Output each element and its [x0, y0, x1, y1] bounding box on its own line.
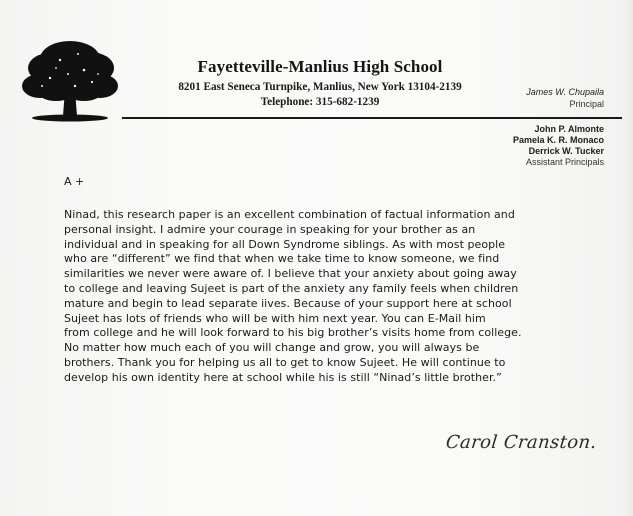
assistant-principals-block — [513, 124, 604, 168]
body-line: individual and in speaking for all Down Syndrome siblings. As with most people — [64, 237, 506, 251]
body-line: Ninad, this research paper is an excellent combination of factual information and — [64, 208, 515, 221]
assistant-principals-title: Assistant Principals — [525, 157, 604, 167]
body-line: develop his own identity here at school while his is still “Ninad’s little brother.” — [64, 370, 502, 384]
oak-tree-icon — [20, 30, 120, 126]
assistant-principal-name: Derrick W. Tucker — [528, 146, 604, 156]
body-line: who are “different” we find that when we take time to know someone, we find — [64, 252, 500, 266]
principal-name: James W. Chupaila — [526, 87, 604, 97]
letter-body — [64, 208, 624, 386]
assistant-principal-name: Pamela K. R. Monaco — [512, 135, 604, 145]
school-telephone: Telephone: 315-682-1239 — [260, 96, 380, 108]
grade-mark: A + — [64, 175, 85, 188]
body-line: mature and begin to lead separate iives. Because of your support here at school — [64, 296, 512, 310]
handwritten-signature: Carol Cranston. — [444, 432, 598, 453]
school-name: Fayetteville-Manlius High School — [197, 57, 443, 76]
header-divider — [122, 117, 622, 119]
assistant-principal-name: John P. Almonte — [534, 124, 604, 134]
body-line: No matter how much each of you will change and grow, you will always be — [64, 341, 480, 355]
body-line: brothers. Thank you for helping us all to get to know Sujeet. He will continue to — [64, 355, 506, 369]
body-line: to college and leaving Sujeet is part of the anxiety any family feels when children — [64, 281, 519, 295]
body-line: personal insight. I admire your courage in speaking for your brother as an — [64, 222, 476, 236]
body-line: similarities we never were aware of. I believe that your anxiety about going away — [64, 267, 517, 281]
school-address: 8201 East Seneca Turnpike, Manlius, New York 13104-2139 — [178, 81, 462, 93]
body-line: from college and he will look forward to his big brother’s visits home from college. — [64, 326, 522, 340]
body-line: Sujeet has lots of friends who will be with him next year. You can E-Mail him — [64, 311, 486, 325]
principal-title: Principal — [569, 99, 604, 109]
